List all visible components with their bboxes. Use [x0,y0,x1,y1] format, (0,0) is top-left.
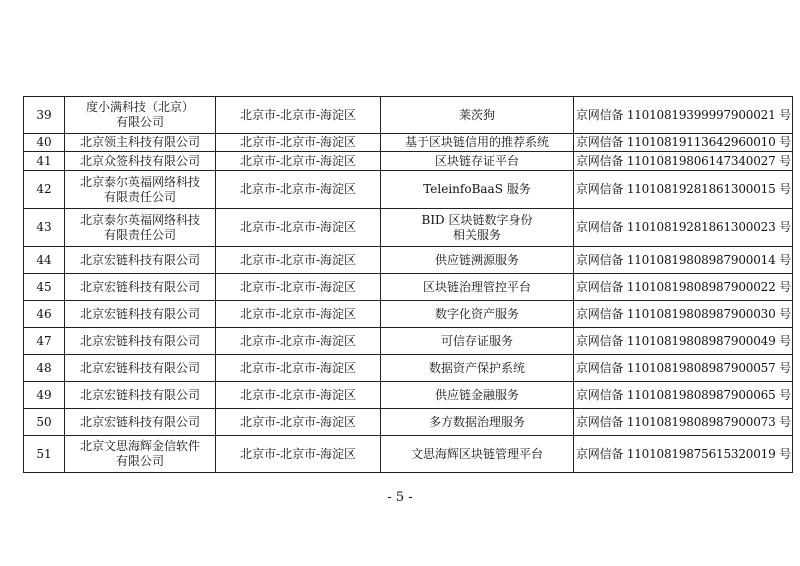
service-name-cell-line: BID 区块链数字身份 [421,212,533,227]
company-cell [65,247,216,274]
service-name-cell [381,382,574,409]
service-name-cell-line: 供应链溯源服务 [434,252,519,267]
table-row [24,97,793,134]
registration-number-cell: 京网信备 11010819808987900022 号 [574,274,793,301]
table-row [24,209,793,247]
service-name-cell-line: 供应链金融服务 [434,387,519,402]
location-cell: 北京市-北京市-海淀区 [216,436,381,473]
service-name-cell [381,247,574,274]
company-cell-line: 北京宏链科技有限公司 [79,387,200,402]
company-cell-line: 有限公司 [115,115,164,129]
service-name-cell-line: 多方数据治理服务 [428,414,525,429]
row-number-cell: 43 [24,209,65,247]
row-number-cell: 49 [24,382,65,409]
service-name-cell [381,355,574,382]
row-number-cell: 42 [24,171,65,209]
service-name-cell [381,301,574,328]
company-cell-line: 北京宏链科技有限公司 [79,414,200,429]
company-cell [65,436,216,473]
registration-number-cell: 京网信备 11010819875615320019 号 [574,436,793,473]
service-name-cell [381,274,574,301]
company-cell [65,382,216,409]
company-cell [65,301,216,328]
location-cell: 北京市-北京市-海淀区 [216,171,381,209]
row-number-cell: 39 [24,97,65,134]
service-name-cell [381,209,574,247]
service-name-cell-line: 文思海辉区块链管理平台 [410,446,543,461]
registration-number-cell: 京网信备 11010819808987900057 号 [574,355,793,382]
registration-number-cell: 京网信备 11010819808987900065 号 [574,382,793,409]
company-cell-line: 有限公司 [115,454,164,468]
company-cell [65,355,216,382]
location-cell: 北京市-北京市-海淀区 [216,355,381,382]
row-number-cell: 41 [24,152,65,171]
company-cell-line: 北京文思海辉金信软件 [79,439,200,453]
service-name-cell-line: 莱茨狗 [458,107,495,122]
row-number-cell: 50 [24,409,65,436]
company-cell-line: 北京泰尔英福网络科技 [79,212,200,227]
company-cell-line: 有限责任公司 [103,189,176,204]
company-cell [65,171,216,209]
service-name-cell [381,328,574,355]
registration-number-cell: 京网信备 11010819808987900073 号 [574,409,793,436]
location-cell: 北京市-北京市-海淀区 [216,328,381,355]
table-row [24,134,793,152]
registration-number-cell: 京网信备 11010819808987900014 号 [574,247,793,274]
service-name-cell [381,171,574,209]
registry-table-body [24,97,793,473]
service-name-cell-line: 相关服务 [452,227,501,242]
table-row [24,274,793,301]
registration-number-cell: 京网信备 11010819806147340027 号 [574,152,793,171]
registry-table [23,96,793,473]
table-row [24,171,793,209]
location-cell: 北京市-北京市-海淀区 [216,382,381,409]
table-row [24,355,793,382]
service-name-cell [381,134,574,152]
company-cell [65,97,216,134]
location-cell: 北京市-北京市-海淀区 [216,134,381,152]
service-name-cell-line: TeleinfoBaaS 服务 [423,182,531,196]
service-name-cell-line: 数据资产保护系统 [428,360,525,375]
location-cell: 北京市-北京市-海淀区 [216,301,381,328]
registration-number-cell: 京网信备 11010819113642960010 号 [574,134,793,152]
company-cell [65,274,216,301]
location-cell: 北京市-北京市-海淀区 [216,274,381,301]
company-cell [65,152,216,171]
company-cell-line: 北京宏链科技有限公司 [79,360,200,375]
service-name-cell-line: 可信存证服务 [440,333,513,348]
company-cell [65,134,216,152]
company-cell [65,328,216,355]
row-number-cell: 46 [24,301,65,328]
page-number: - 5 - [387,490,413,505]
service-name-cell [381,97,574,134]
company-cell-line: 北京泰尔英福网络科技 [79,174,200,189]
table-row [24,247,793,274]
company-cell-line: 有限责任公司 [103,227,176,242]
row-number-cell: 48 [24,355,65,382]
location-cell: 北京市-北京市-海淀区 [216,97,381,134]
table-row [24,152,793,171]
table-row [24,301,793,328]
service-name-cell-line: 区块链治理管控平台 [422,279,531,294]
service-name-cell-line: 区块链存证平台 [434,153,519,168]
service-name-cell [381,409,574,436]
company-cell [65,209,216,247]
company-cell-line: 北京宏链科技有限公司 [79,333,200,348]
service-name-cell [381,436,574,473]
location-cell: 北京市-北京市-海淀区 [216,209,381,247]
company-cell-line: 北京众签科技有限公司 [79,153,200,168]
registration-number-cell: 京网信备 11010819281861300023 号 [574,209,793,247]
table-row [24,328,793,355]
table-row [24,382,793,409]
location-cell: 北京市-北京市-海淀区 [216,152,381,171]
registration-number-cell: 京网信备 11010819808987900049 号 [574,328,793,355]
company-cell-line: 度小满科技（北京） [85,100,194,114]
row-number-cell: 51 [24,436,65,473]
location-cell: 北京市-北京市-海淀区 [216,247,381,274]
registration-number-cell: 京网信备 11010819281861300015 号 [574,171,793,209]
table-row [24,436,793,473]
location-cell: 北京市-北京市-海淀区 [216,409,381,436]
registration-number-cell: 京网信备 11010819399997900021 号 [574,97,793,134]
row-number-cell: 44 [24,247,65,274]
company-cell-line: 北京宏链科技有限公司 [79,306,200,321]
row-number-cell: 40 [24,134,65,152]
company-cell-line: 北京宏链科技有限公司 [79,279,200,294]
table-row [24,409,793,436]
row-number-cell: 47 [24,328,65,355]
row-number-cell: 45 [24,274,65,301]
registration-number-cell: 京网信备 11010819808987900030 号 [574,301,793,328]
service-name-cell-line: 基于区块链信用的推荐系统 [404,135,549,149]
service-name-cell-line: 数字化资产服务 [434,306,519,321]
service-name-cell [381,152,574,171]
company-cell-line: 北京宏链科技有限公司 [79,252,200,267]
company-cell-line: 北京领主科技有限公司 [79,135,200,149]
company-cell [65,409,216,436]
